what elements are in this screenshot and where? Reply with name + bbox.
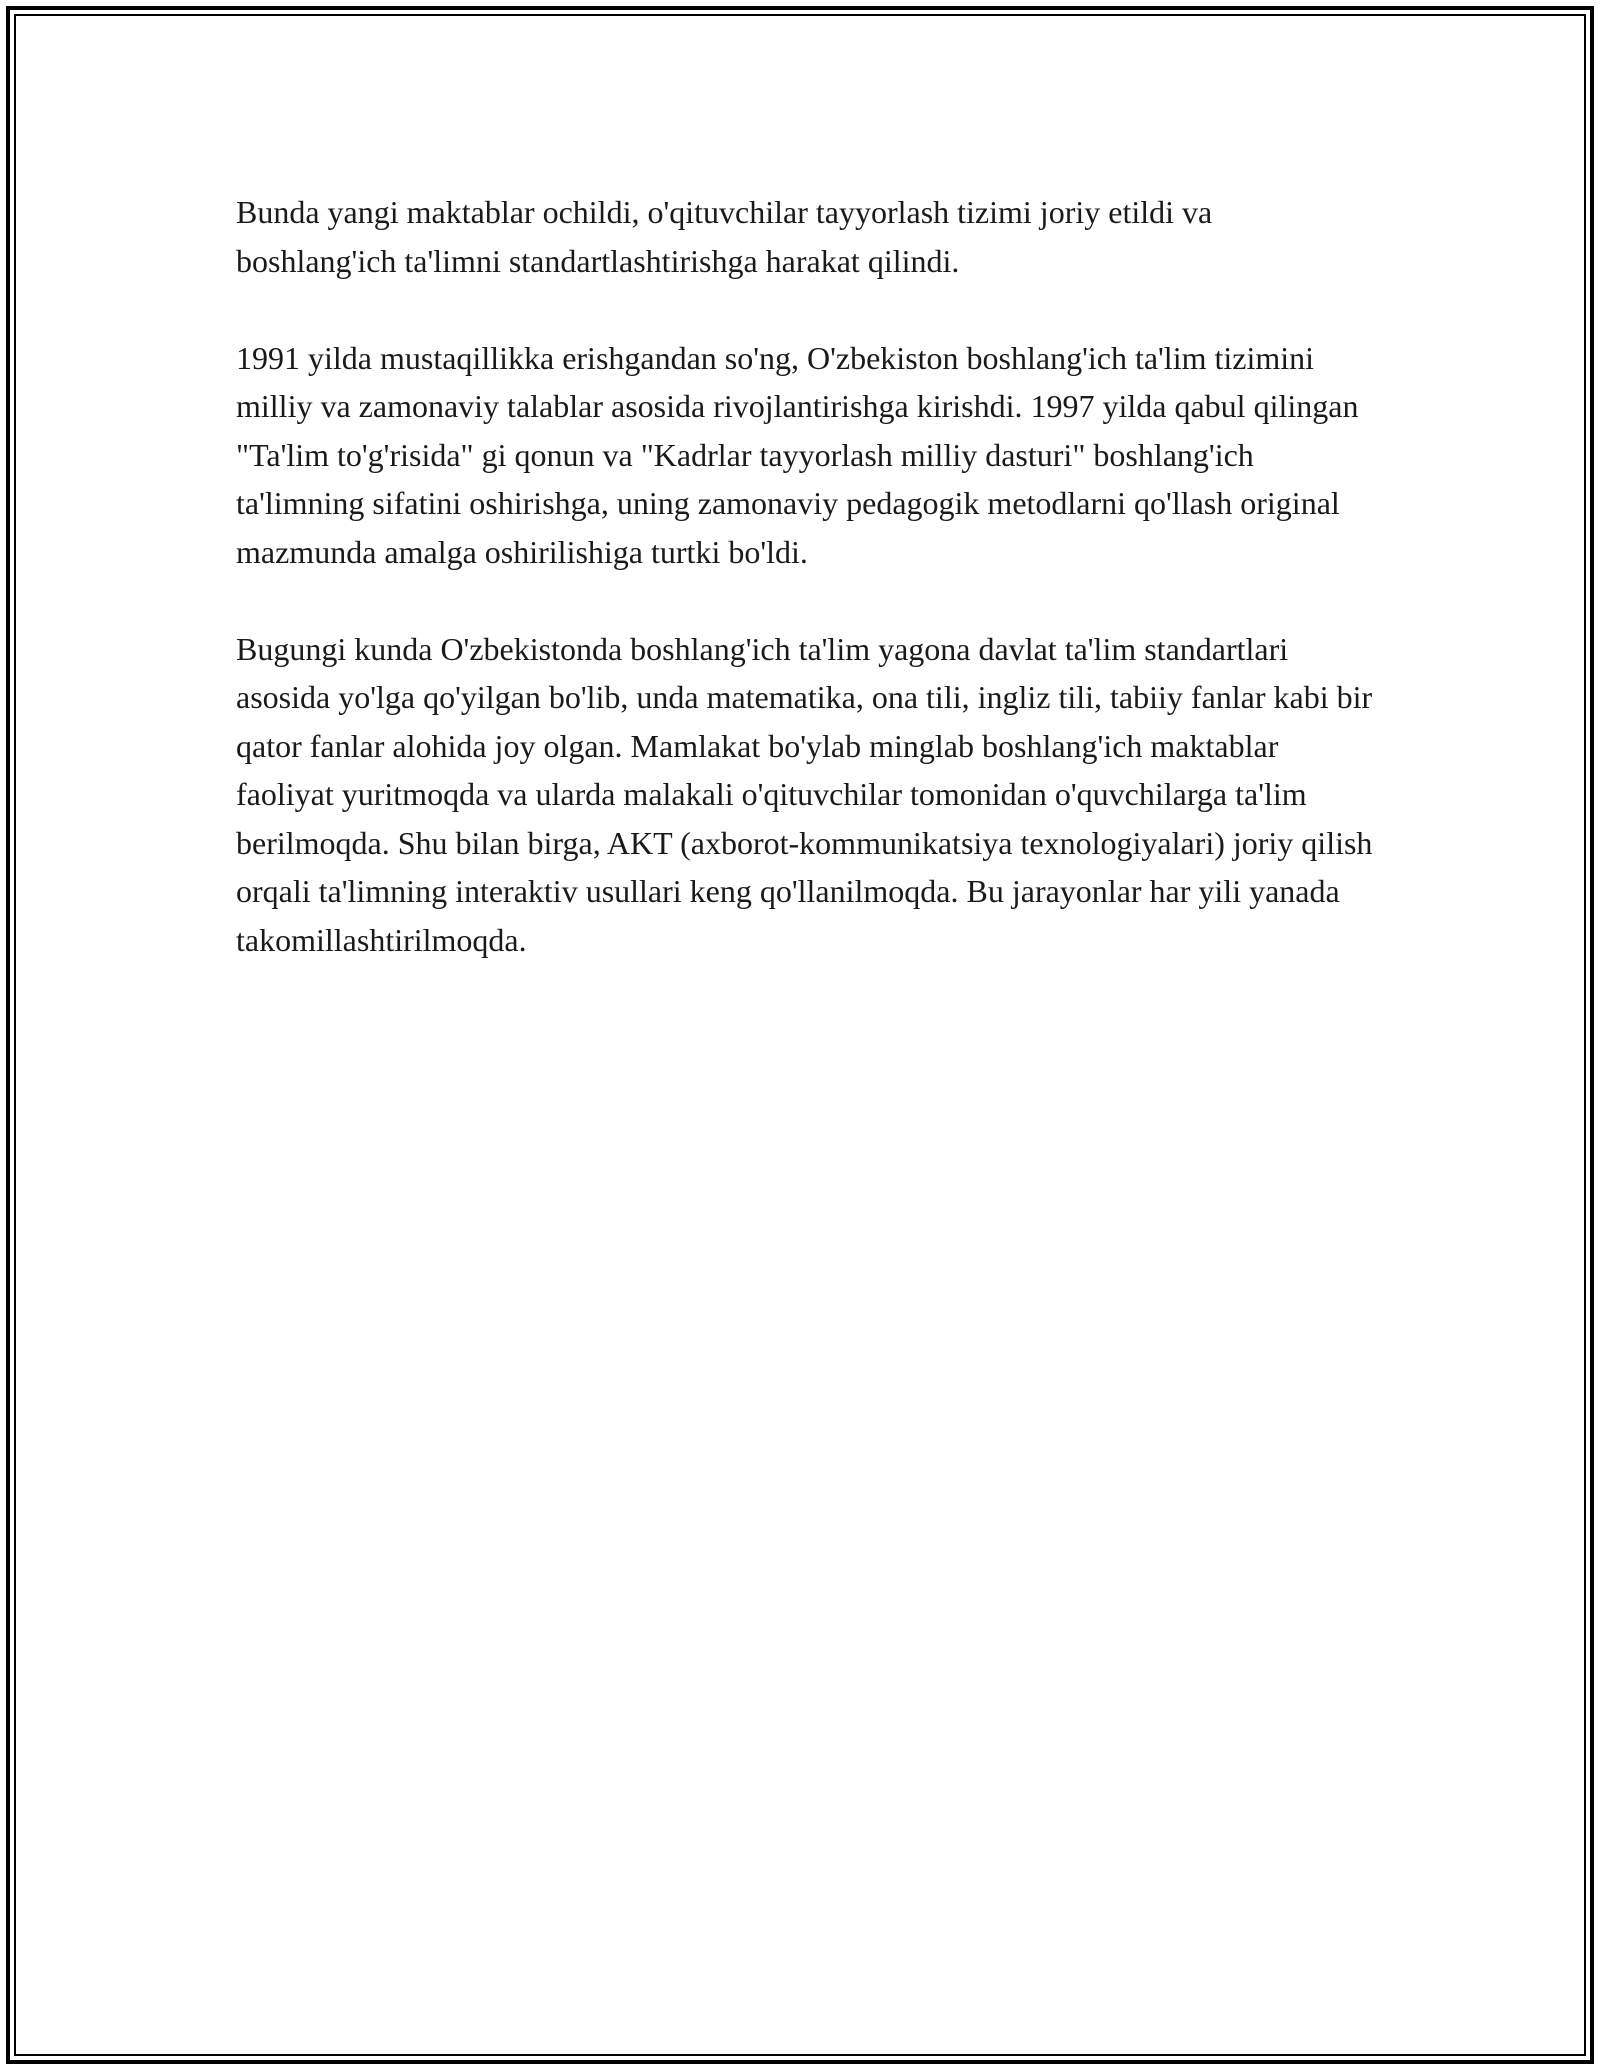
paragraph-1: Bunda yangi maktablar ochildi, o'qituvchilar tayyorlash tizimi joriy etildi va boshlang'ich ta'limni standartlashtirishga harakat qilindi. [236,194,1213,279]
paragraph-3: Bugungi kunda O'zbekistonda boshlang'ich ta'lim yagona davlat ta'lim standartlari asosida yo'lga qo'yilgan bo'lib, unda matematika, ona tili, ingliz tili, tabiiy fanlar kabi bir qator fanlar alohida joy olgan. Mamlakat bo'ylab minglab boshlang'ich maktablar faoliyat yuritmoqda va ularda malakali o'qituvchilar tomonidan o'quvchilarga ta'lim berilmoqda. Shu bilan birga, AKT (axborot-kommunikatsiya texnologiyalari) joriy qilish orqali ta'limning interaktiv usullari keng qo'llanilmoqda. Bu jarayonlar har yili yanada takomillashtirilmoqda. [236,630,1373,958]
paragraph-2: 1991 yilda mustaqillikka erishgandan so'ng, O'zbekiston boshlang'ich ta'lim tizimini milliy va zamonaviy talablar asosida rivojlantirishga kirishdi. 1997 yilda qabul qilingan "Ta'lim to'g'risida" gi qonun va "Kadrlar tayyorlash milliy dasturi" boshlang'ich ta'limning sifatini oshirishga, uning zamonaviy pedagogik metodlarni qo'llash original mazmunda amalga oshirilishiga turtki bo'ldi. [236,339,1359,570]
document-body [236,188,1376,1013]
